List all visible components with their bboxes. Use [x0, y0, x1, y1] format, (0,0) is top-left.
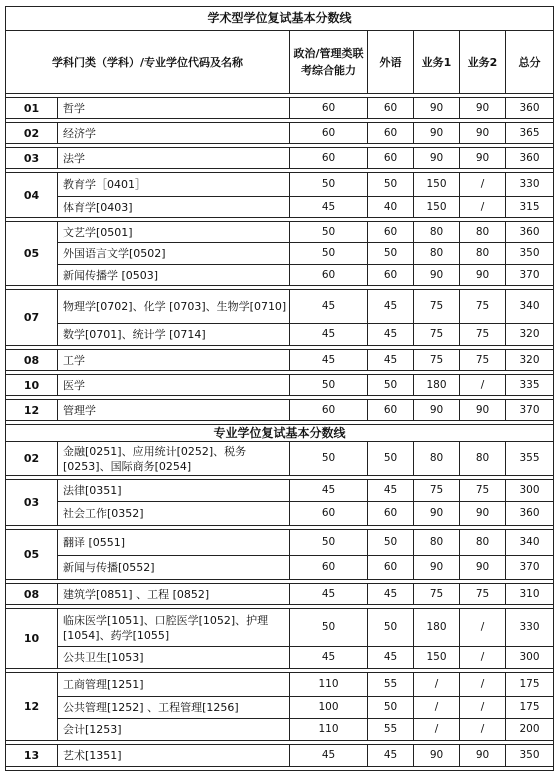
total-score: 370: [506, 265, 554, 286]
discipline-name: 公共卫生[1053]: [58, 647, 290, 669]
foreign-score: 60: [368, 123, 414, 144]
politics-score: 45: [290, 350, 368, 371]
table-row: [6, 530, 554, 556]
course2-score: /: [460, 697, 506, 719]
course2-score: 90: [460, 265, 506, 286]
course1-score: 90: [414, 400, 460, 421]
foreign-score: 60: [368, 148, 414, 169]
foreign-score: 45: [368, 584, 414, 605]
total-score: 360: [506, 148, 554, 169]
discipline-code: 02: [6, 442, 58, 476]
total-score: 355: [506, 442, 554, 476]
table-row: [6, 673, 554, 697]
politics-score: 60: [290, 123, 368, 144]
table-row: [6, 400, 554, 421]
course2-score: /: [460, 673, 506, 697]
course2-score: 90: [460, 98, 506, 119]
course1-score: 90: [414, 745, 460, 767]
header-course2: 业务2: [460, 31, 506, 94]
course2-score: 75: [460, 350, 506, 371]
politics-score: 45: [290, 647, 368, 669]
course1-score: 80: [414, 243, 460, 265]
foreign-score: 55: [368, 673, 414, 697]
course1-score: 80: [414, 442, 460, 476]
foreign-score: 40: [368, 197, 414, 218]
course2-score: 75: [460, 480, 506, 502]
course1-score: 150: [414, 647, 460, 669]
politics-score: 60: [290, 265, 368, 286]
discipline-code: 03: [6, 148, 58, 169]
politics-score: 50: [290, 375, 368, 396]
course1-score: 180: [414, 375, 460, 396]
discipline-name: 管理学: [58, 400, 290, 421]
course2-score: 75: [460, 584, 506, 605]
course1-score: 75: [414, 584, 460, 605]
discipline-code: 10: [6, 375, 58, 396]
discipline-code: 08: [6, 350, 58, 371]
course1-score: 90: [414, 502, 460, 526]
total-score: 300: [506, 480, 554, 502]
discipline-name: 临床医学[1051]、口腔医学[1052]、护理[1054]、药学[1055]: [58, 609, 290, 647]
discipline-name: 哲学: [58, 98, 290, 119]
course1-score: 180: [414, 609, 460, 647]
table-row: [6, 375, 554, 396]
total-score: 370: [506, 400, 554, 421]
spacer-cell: [6, 767, 554, 771]
discipline-code: 02: [6, 123, 58, 144]
discipline-name: 翻译 [0551]: [58, 530, 290, 556]
course1-score: 90: [414, 265, 460, 286]
course1-score: 80: [414, 222, 460, 243]
course1-score: 90: [414, 123, 460, 144]
total-score: 360: [506, 502, 554, 526]
foreign-score: 50: [368, 243, 414, 265]
discipline-code: 12: [6, 400, 58, 421]
politics-score: 60: [290, 98, 368, 119]
course2-score: /: [460, 719, 506, 741]
total-score: 360: [506, 222, 554, 243]
total-score: 175: [506, 697, 554, 719]
politics-score: 45: [290, 584, 368, 605]
foreign-score: 60: [368, 502, 414, 526]
discipline-code: 10: [6, 609, 58, 669]
table-row: [6, 197, 554, 218]
academic-title: 学术型学位复试基本分数线: [6, 7, 554, 31]
discipline-name: 法律[0351]: [58, 480, 290, 502]
total-score: 330: [506, 173, 554, 197]
course2-score: 90: [460, 400, 506, 421]
header-row: [6, 31, 554, 94]
course1-score: /: [414, 697, 460, 719]
foreign-score: 45: [368, 745, 414, 767]
course2-score: /: [460, 375, 506, 396]
politics-score: 45: [290, 745, 368, 767]
spacer-row: [6, 767, 554, 771]
course2-score: 80: [460, 222, 506, 243]
politics-score: 110: [290, 719, 368, 741]
foreign-score: 50: [368, 609, 414, 647]
course1-score: 80: [414, 530, 460, 556]
discipline-code: 05: [6, 222, 58, 286]
table-row: [6, 265, 554, 286]
politics-score: 45: [290, 480, 368, 502]
table-row: [6, 584, 554, 605]
table-row: [6, 719, 554, 741]
course2-score: 80: [460, 243, 506, 265]
total-score: 350: [506, 243, 554, 265]
foreign-score: 45: [368, 480, 414, 502]
course1-score: 75: [414, 324, 460, 346]
discipline-name: 医学: [58, 375, 290, 396]
discipline-name: 金融[0251]、应用统计[0252]、税务[0253]、国际商务[0254]: [58, 442, 290, 476]
header-total: 总分: [506, 31, 554, 94]
discipline-code: 03: [6, 480, 58, 526]
discipline-name: 教育学［0401］: [58, 173, 290, 197]
foreign-score: 60: [368, 98, 414, 119]
course2-score: 75: [460, 324, 506, 346]
politics-score: 100: [290, 697, 368, 719]
table-row: [6, 222, 554, 243]
course2-score: /: [460, 647, 506, 669]
politics-score: 45: [290, 324, 368, 346]
total-score: 330: [506, 609, 554, 647]
professional-title: 专业学位复试基本分数线: [6, 425, 554, 442]
table-row: [6, 148, 554, 169]
course2-score: 90: [460, 148, 506, 169]
table-row: [6, 173, 554, 197]
course1-score: 90: [414, 556, 460, 580]
total-score: 340: [506, 530, 554, 556]
total-score: 310: [506, 584, 554, 605]
course1-score: 150: [414, 197, 460, 218]
foreign-score: 50: [368, 530, 414, 556]
course1-score: 150: [414, 173, 460, 197]
table-row: [6, 98, 554, 119]
score-table-container: [5, 6, 553, 771]
total-score: 320: [506, 350, 554, 371]
foreign-score: 60: [368, 222, 414, 243]
header-course1: 业务1: [414, 31, 460, 94]
politics-score: 50: [290, 609, 368, 647]
header-foreign: 外语: [368, 31, 414, 94]
discipline-code: 01: [6, 98, 58, 119]
politics-score: 60: [290, 400, 368, 421]
discipline-name: 公共管理[1252] 、工程管理[1256]: [58, 697, 290, 719]
total-score: 175: [506, 673, 554, 697]
total-score: 365: [506, 123, 554, 144]
course2-score: 80: [460, 530, 506, 556]
course1-score: 90: [414, 148, 460, 169]
discipline-name: 社会工作[0352]: [58, 502, 290, 526]
foreign-score: 50: [368, 442, 414, 476]
politics-score: 50: [290, 442, 368, 476]
politics-score: 45: [290, 290, 368, 324]
table-row: [6, 697, 554, 719]
table-row: [6, 123, 554, 144]
header-politics: 政治/管理类联考综合能力: [290, 31, 368, 94]
score-table-body: [6, 7, 554, 771]
table-row: [6, 609, 554, 647]
course2-score: 90: [460, 556, 506, 580]
course2-score: /: [460, 173, 506, 197]
course1-score: 75: [414, 350, 460, 371]
politics-score: 50: [290, 173, 368, 197]
course2-score: 90: [460, 502, 506, 526]
discipline-name: 工商管理[1251]: [58, 673, 290, 697]
discipline-name: 文艺学[0501]: [58, 222, 290, 243]
course2-score: /: [460, 197, 506, 218]
discipline-name: 物理学[0702]、化学 [0703]、生物学[0710]: [58, 290, 290, 324]
total-score: 315: [506, 197, 554, 218]
discipline-name: 经济学: [58, 123, 290, 144]
academic-title-row: [6, 7, 554, 31]
total-score: 340: [506, 290, 554, 324]
politics-score: 45: [290, 197, 368, 218]
course1-score: 75: [414, 480, 460, 502]
course1-score: /: [414, 719, 460, 741]
course1-score: /: [414, 673, 460, 697]
course1-score: 90: [414, 98, 460, 119]
foreign-score: 55: [368, 719, 414, 741]
discipline-name: 数学[0701]、统计学 [0714]: [58, 324, 290, 346]
politics-score: 110: [290, 673, 368, 697]
discipline-code: 05: [6, 530, 58, 580]
total-score: 370: [506, 556, 554, 580]
discipline-name: 会计[1253]: [58, 719, 290, 741]
course2-score: 80: [460, 442, 506, 476]
course1-score: 75: [414, 290, 460, 324]
discipline-name: 工学: [58, 350, 290, 371]
discipline-code: 07: [6, 290, 58, 346]
score-table: [5, 6, 554, 771]
discipline-name: 新闻与传播[0552]: [58, 556, 290, 580]
total-score: 200: [506, 719, 554, 741]
politics-score: 50: [290, 222, 368, 243]
foreign-score: 45: [368, 350, 414, 371]
total-score: 350: [506, 745, 554, 767]
total-score: 300: [506, 647, 554, 669]
table-row: [6, 556, 554, 580]
foreign-score: 60: [368, 265, 414, 286]
table-row: [6, 350, 554, 371]
table-row: [6, 745, 554, 767]
table-row: [6, 647, 554, 669]
politics-score: 50: [290, 243, 368, 265]
table-row: [6, 480, 554, 502]
discipline-code: 08: [6, 584, 58, 605]
discipline-name: 体育学[0403]: [58, 197, 290, 218]
foreign-score: 50: [368, 697, 414, 719]
foreign-score: 45: [368, 647, 414, 669]
professional-title-row: [6, 425, 554, 442]
foreign-score: 50: [368, 375, 414, 396]
discipline-name: 外国语言文学[0502]: [58, 243, 290, 265]
total-score: 320: [506, 324, 554, 346]
politics-score: 50: [290, 530, 368, 556]
total-score: 360: [506, 98, 554, 119]
politics-score: 60: [290, 148, 368, 169]
discipline-name: 法学: [58, 148, 290, 169]
course2-score: 90: [460, 123, 506, 144]
discipline-code: 04: [6, 173, 58, 218]
politics-score: 60: [290, 556, 368, 580]
total-score: 335: [506, 375, 554, 396]
course2-score: /: [460, 609, 506, 647]
table-row: [6, 290, 554, 324]
course2-score: 75: [460, 290, 506, 324]
header-subject: 学科门类（学科）/专业学位代码及名称: [6, 31, 290, 94]
table-row: [6, 442, 554, 476]
foreign-score: 60: [368, 400, 414, 421]
foreign-score: 45: [368, 290, 414, 324]
table-row: [6, 502, 554, 526]
foreign-score: 45: [368, 324, 414, 346]
discipline-name: 艺术[1351]: [58, 745, 290, 767]
discipline-name: 新闻传播学 [0503]: [58, 265, 290, 286]
course2-score: 90: [460, 745, 506, 767]
discipline-name: 建筑学[0851] 、工程 [0852]: [58, 584, 290, 605]
foreign-score: 50: [368, 173, 414, 197]
table-row: [6, 243, 554, 265]
foreign-score: 60: [368, 556, 414, 580]
politics-score: 60: [290, 502, 368, 526]
table-row: [6, 324, 554, 346]
discipline-code: 12: [6, 673, 58, 741]
discipline-code: 13: [6, 745, 58, 767]
